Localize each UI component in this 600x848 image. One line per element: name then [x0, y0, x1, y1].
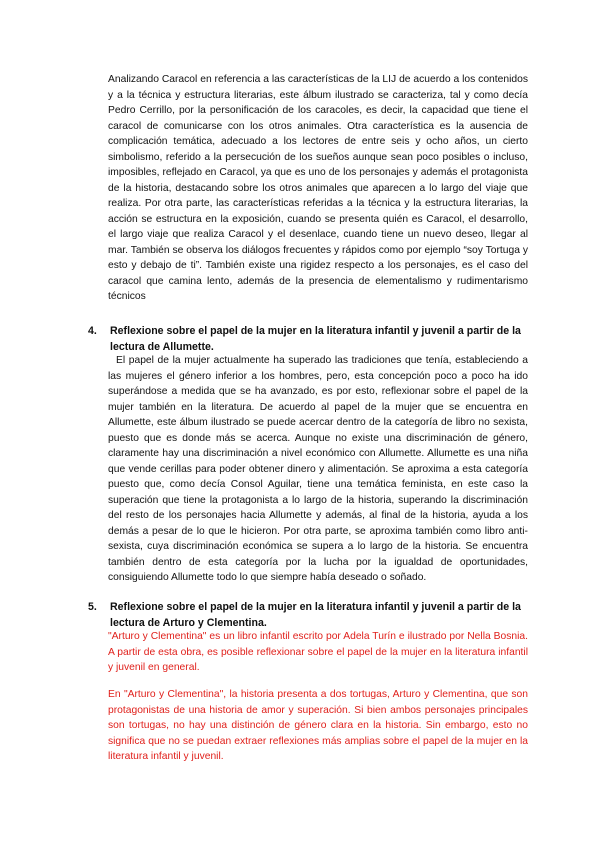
question-4-number: 4. — [88, 325, 97, 337]
paragraph-arturo-clementina-reflection: En "Arturo y Clementina", la historia presenta a dos tortugas, Arturo y Clementina, que son protagonistas de una historia de amor y superación. Si bien ambos personajes principales son tortugas, no hay una distinción de género clara en la historia. Sin embargo, esto no significa que no se puedan extraer reflexiones más amplias sobre el papel de la mujer en la literatura infantil y juvenil. — [108, 689, 528, 762]
question-5-heading — [88, 600, 528, 631]
paragraph-allumette-answer: El papel de la mujer actualmente ha superado las tradiciones que tenía, estableciendo a las mujeres el género inferior a los hombres, pero, esta concepción poco a poco ha ido superándose a medida que se ha avanzado, es por esto, reflexionar sobre el papel de la mujer también en la literatura. De acuerdo al papel de la mujer que se encuentra en Allumette, este álbum ilustrado se puede acercar dentro de la categoría de libro no sexista, puesto que es donde más se acerca. Aunque no existe una discriminación de género, claramente hay una discriminación a nivel económico con Allumette. Allumette es una niña que vende cerillas para poder obtener dinero y alimentación. Se aproxima a esta categoría puesto que, como decía Consol Aguilar, tiene una temática feminista, en este caso la superación que tiene la protagonista a lo largo de la historia, superando la discriminación del resto de los personajes hacia Allumette y además, al final de la historia, ayuda a los demás a pesar de lo que le hicieron. Por otra parte, se aproxima también como libro anti-sexista, cuya discriminación económica se supera a lo largo de la historia. Se encuentra también dentro de esta categoría por la lucha por la igualdad de oportunidades, consiguiendo Allumette todo lo que siempre había deseado o soñado. — [108, 355, 528, 583]
question-5-title: Reflexione sobre el papel de la mujer en la literatura infantil y juvenil a partir de la lectura de Arturo y Clementina. — [110, 601, 521, 629]
paragraph-caracol-analysis: Analizando Caracol en referencia a las características de la LIJ de acuerdo a los contenidos y a la técnica y estructura literarias, este álbum ilustrado se caracteriza, tal y como decía Pedro Cerrillo, por la personificación de los caracoles, es decir, la capacidad que tiene el caracol de comunicarse con los otros animales. Otra característica es la ausencia de complicación temática, adecuado a los lectores de entre seis y ocho años, un cierto simbolismo, referido a la persecución de los sueños aunque sean poco posibles o incluso, imposibles, reflejado en Caracol, ya que es uno de los personajes y además el protagonista de la historia, destacando sobre los otros animales que aparecen a lo largo del viaje que realiza. Por otra parte, las características referidas a la técnica y la estructura literarias, la acción se estructura en la exposición, cuando se presenta quién es Caracol, el desarrollo, el largo viaje que realiza Caracol y el desenlace, cuando tiene un nuevo deseo, llegar al mar. También se observa los diálogos frecuentes y rápidos como por ejemplo “soy Tortuga y esto y debajo de ti”. También existe una rigidez respecto a los personajes, es el caso del caracol que camina lento, además de la presencia de elementalismo y rudimentarismo técnicos — [108, 74, 528, 302]
paragraph-arturo-clementina-intro: "Arturo y Clementina" es un libro infantil escrito por Adela Turín e ilustrado por Nella Bosnia. A partir de esta obra, es posible reflexionar sobre el papel de la mujer en la literatura infantil y juvenil en general. — [108, 631, 528, 673]
question-4-title: Reflexione sobre el papel de la mujer en la literatura infantil y juvenil a partir de la lectura de Allumette. — [110, 325, 521, 353]
question-4-heading — [88, 324, 528, 355]
question-5-number: 5. — [88, 601, 97, 613]
